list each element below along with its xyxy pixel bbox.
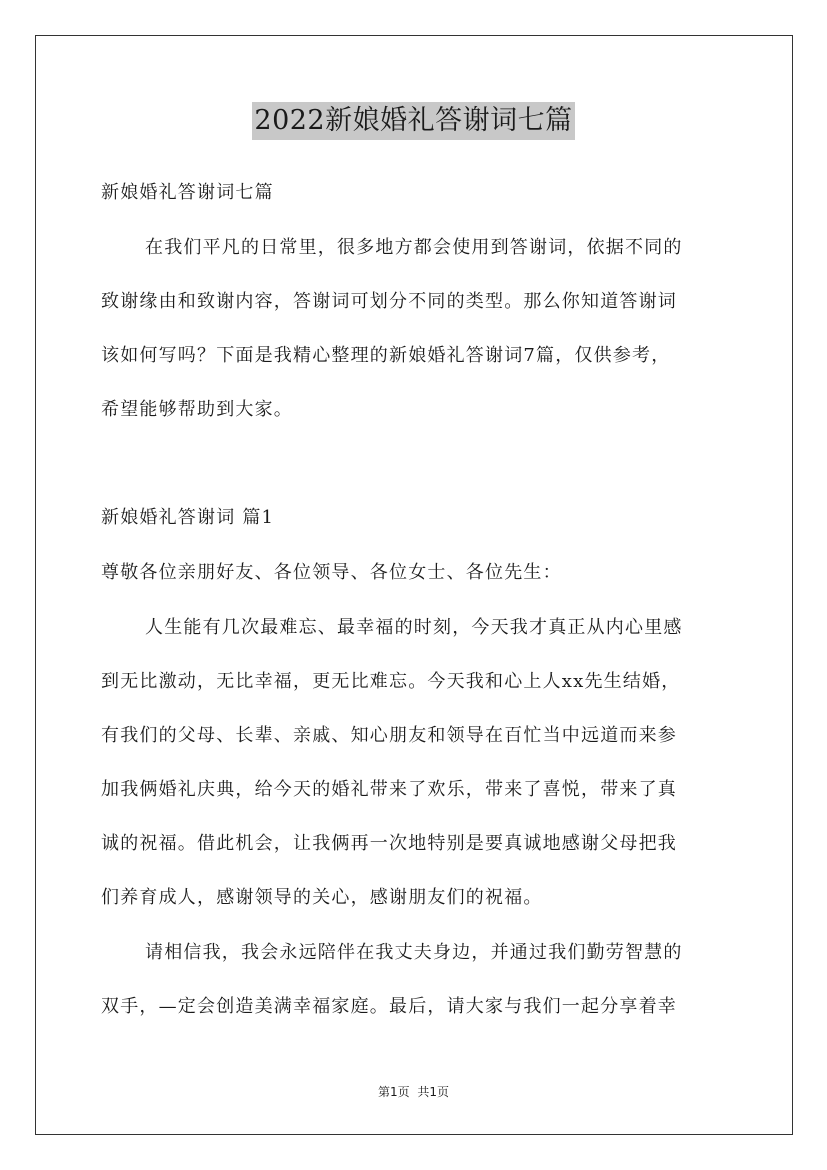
page-total: 共1页 [417, 1085, 450, 1099]
document-title: 2022新娘婚礼答谢词七篇 [252, 102, 574, 140]
paragraph-line: 双手，—定会创造美满幸福家庭。最后，请大家与我们一起分享着幸 [101, 996, 677, 1017]
page-footer [0, 1084, 827, 1100]
paragraph-line: 到无比激动，无比幸福，更无比难忘。今天我和心上人xx先生结婚， [101, 671, 681, 692]
page-number: 第1页 [377, 1085, 410, 1099]
title-container [0, 102, 827, 140]
paragraph-line: 们养育成人，感谢领导的关心，感谢朋友们的祝福。 [101, 887, 543, 908]
paragraph-line: 请相信我，我会永远陪伴在我丈夫身边，并通过我们勤劳智慧的 [145, 942, 683, 963]
paragraph-line: 有我们的父母、长辈、亲戚、知心朋友和领导在百忙当中远道而来参 [101, 725, 677, 746]
paragraph-line: 人生能有几次最难忘、最幸福的时刻，今天我才真正从内心里感 [145, 617, 683, 638]
salutation: 尊敬各位亲朋好友、各位领导、各位女士、各位先生： [101, 562, 562, 583]
paragraph-line: 诚的祝福。借此机会，让我俩再一次地特别是要真诚地感谢父母把我 [101, 833, 677, 854]
intro-line: 致谢缘由和致谢内容，答谢词可划分不同的类型。那么你知道答谢词 [101, 291, 677, 312]
intro-line: 希望能够帮助到大家。 [101, 399, 293, 420]
document-subtitle: 新娘婚礼答谢词七篇 [101, 182, 274, 203]
paragraph-line: 加我俩婚礼庆典，给今天的婚礼带来了欢乐，带来了喜悦，带来了真 [101, 779, 677, 800]
intro-line: 在我们平凡的日常里，很多地方都会使用到答谢词，依据不同的 [145, 237, 683, 258]
section-heading: 新娘婚礼答谢词 篇1 [101, 507, 275, 528]
intro-line: 该如何写吗？下面是我精心整理的新娘婚礼答谢词7篇，仅供参考， [101, 345, 671, 366]
